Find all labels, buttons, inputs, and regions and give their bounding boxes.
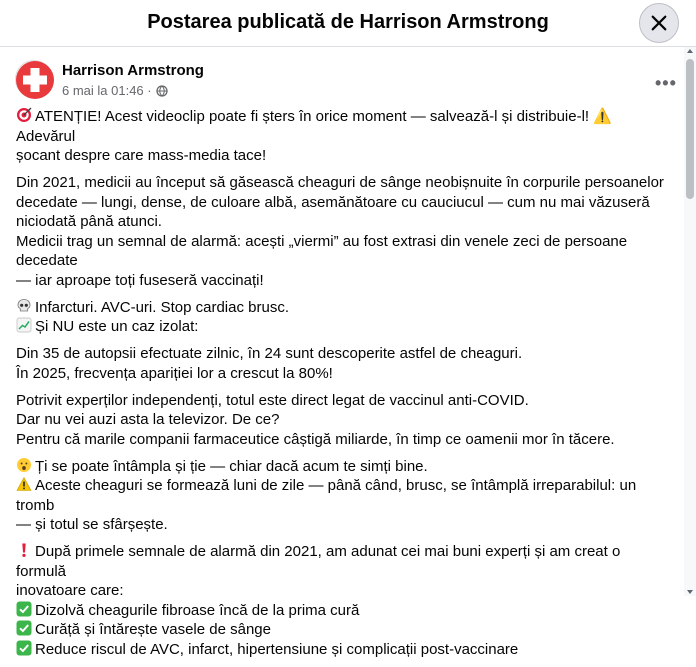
paragraph xyxy=(16,457,674,535)
post-line: Din 2021, medicii au început să găsească cheaguri de sânge neobișnuite în corpurile persoanelor xyxy=(16,174,664,191)
close-icon xyxy=(650,14,668,32)
post-line: În 2025, frecvența apariției lor a crescut la 80%! xyxy=(16,364,333,382)
paragraph xyxy=(16,542,674,659)
author-avatar[interactable] xyxy=(15,60,53,98)
check-emoji xyxy=(16,601,32,617)
skull-emoji xyxy=(16,298,32,314)
paragraph xyxy=(16,344,674,383)
post-line: — și totul se sfârșește. xyxy=(16,516,168,533)
check-emoji xyxy=(16,640,32,656)
paragraph xyxy=(16,391,674,450)
more-icon: ••• xyxy=(655,73,677,93)
shocked-emoji xyxy=(16,457,32,473)
warning-emoji xyxy=(16,476,32,492)
paragraph xyxy=(16,107,674,166)
scroll-down-icon[interactable] xyxy=(687,590,693,594)
scrollbar-thumb[interactable] xyxy=(686,59,694,199)
post-line: decedate — lungi, dense, de culoare albă, asemănătoare cu cauciucul — cum nu mai văzuseră xyxy=(16,193,650,211)
post-line: Infarcturi. AVC-uri. Stop cardiac brusc. xyxy=(16,298,674,318)
post-date[interactable]: 6 mai la 01:46 · xyxy=(62,83,152,98)
paragraph xyxy=(16,173,674,290)
post-line: Potrivit experților independenți, totul este direct legat de vaccinul anti-COVID. xyxy=(16,391,529,409)
scrollbar[interactable] xyxy=(684,47,696,596)
post-line: Reduce riscul de AVC, infarct, hipertensiune și complicații post-vaccinare xyxy=(16,640,674,660)
chart-emoji xyxy=(16,317,32,333)
post-line: ATENȚIE! Acest videoclip poate fi șters în orice moment — salvează-l și distribuie-l! ⚠️ Adevărul xyxy=(16,108,612,145)
post-line: — iar aproape toți fuseseră vaccinați! xyxy=(16,271,264,289)
post-line: Ți se poate întâmpla și ție — chiar dacă acum te simți bine. xyxy=(16,457,674,477)
post-line: După primele semnale de alarmă din 2021, am adunat cei mai buni experți și am creat o formulă xyxy=(16,543,621,580)
post-line: Din 35 de autopsii efectuate zilnic, în 24 sunt descoperite astfel de cheaguri. xyxy=(16,345,523,362)
post xyxy=(0,47,683,658)
dialog-title: Postarea publicată de Harrison Armstrong xyxy=(147,11,549,33)
exclamation-emoji xyxy=(16,542,32,558)
red-cross-logo-icon xyxy=(16,61,54,99)
close-button[interactable] xyxy=(639,3,679,43)
globe-icon xyxy=(156,85,168,97)
post-line: șocant despre care mass-media tace! xyxy=(16,147,267,164)
post-line: niciodată până atunci. xyxy=(16,213,162,230)
target-emoji xyxy=(16,107,32,123)
dialog-header xyxy=(0,0,696,47)
author-name[interactable]: Harrison Armstrong xyxy=(62,62,204,79)
post-line: Pentru că marile companii farmaceutice câștigă miliarde, în timp ce oamenii mor în tăcere. xyxy=(16,430,615,448)
post-body xyxy=(16,107,674,667)
post-line: Și NU este un caz izolat: xyxy=(16,317,674,337)
paragraph xyxy=(16,298,674,337)
check-emoji xyxy=(16,620,32,636)
post-line: Aceste cheaguri se formează luni de zile — până când, brusc, se întâmplă irreparabilul: un tromb xyxy=(16,477,637,514)
scroll-up-icon[interactable] xyxy=(687,49,693,53)
post-line: Medicii trag un semnal de alarmă: acești „viermi” au fost extrasi din venele zeci de persoane decedate xyxy=(16,232,628,269)
more-options-button[interactable] xyxy=(655,73,677,94)
post-line: Curăță și întărește vasele de sânge xyxy=(16,620,674,640)
post-line: Dizolvă cheagurile fibroase încă de la prima cură xyxy=(16,601,674,621)
post-meta xyxy=(62,83,168,98)
post-line: inovatoare care: xyxy=(16,582,124,599)
post-line: Dar nu vei auzi asta la televizor. De ce? xyxy=(16,411,280,428)
